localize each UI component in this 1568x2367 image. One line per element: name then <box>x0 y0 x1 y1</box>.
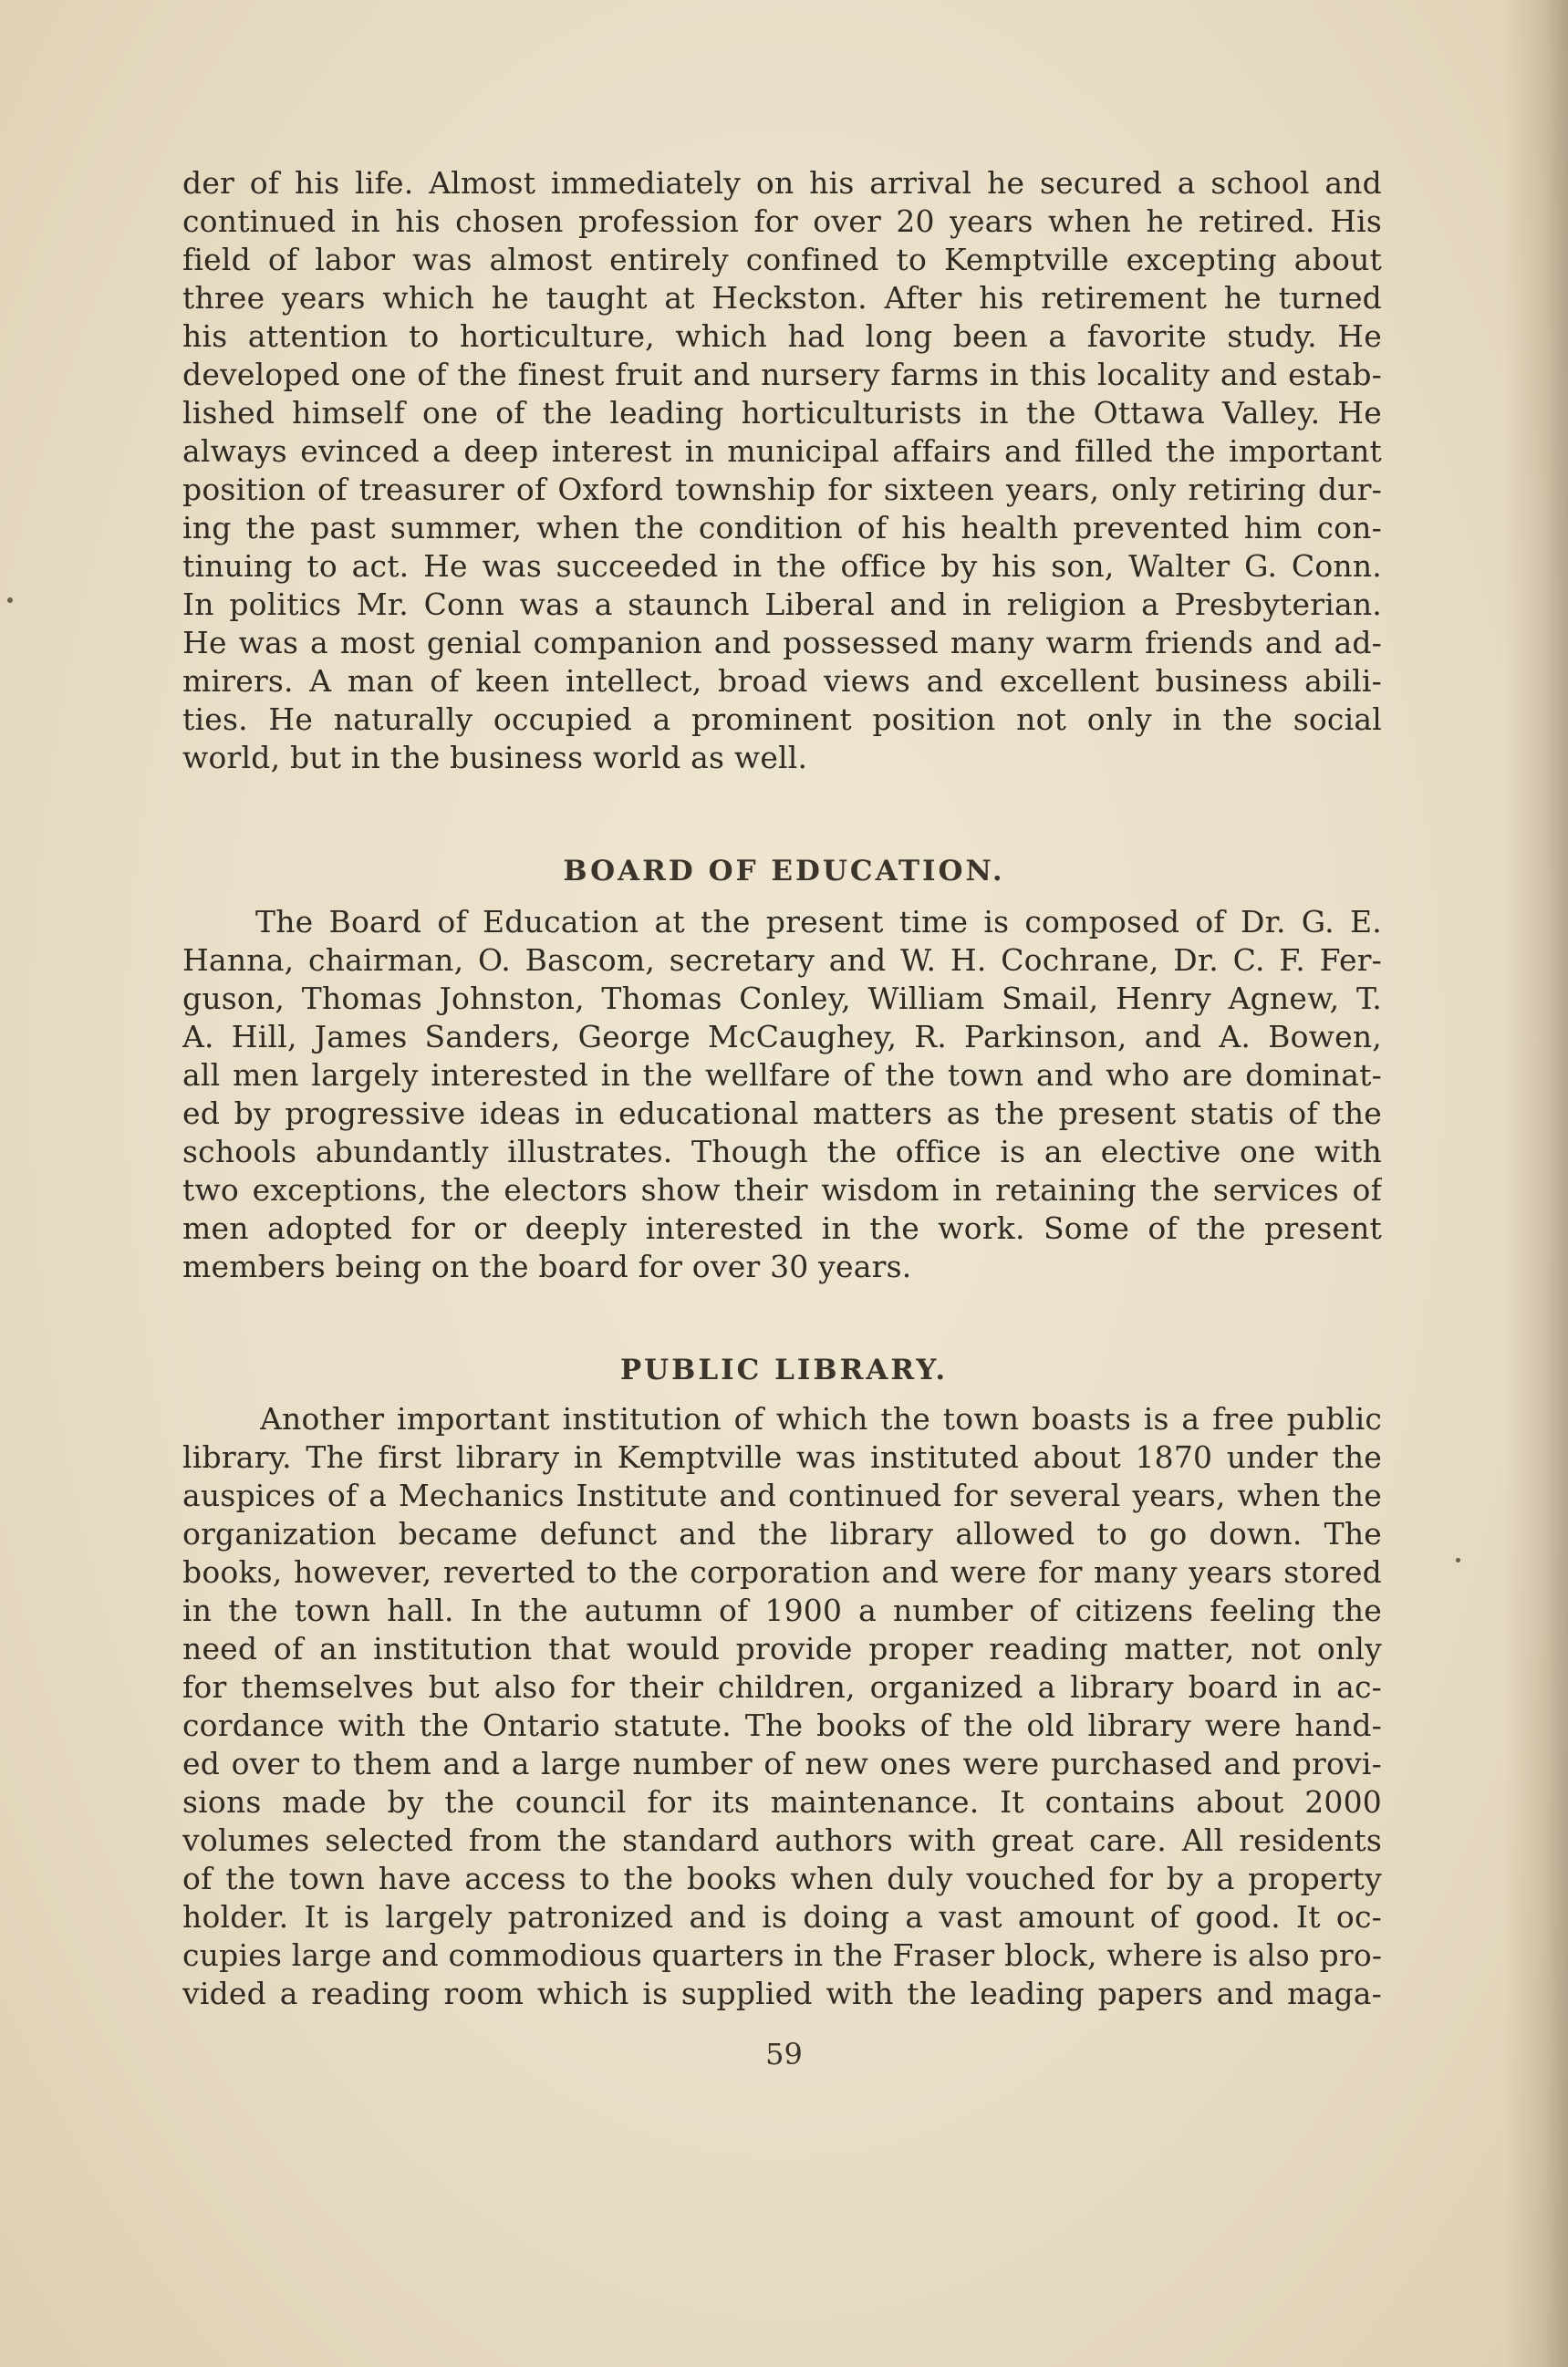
text-line: of the town have access to the books when duly vouched for by a property <box>182 1861 1382 1896</box>
text-line: auspices of a Mechanics Institute and continued for several years, when the <box>182 1478 1382 1513</box>
text-line: guson, Thomas Johnston, Thomas Conley, William Smail, Henry Agnew, T. <box>182 981 1382 1016</box>
text-line: position of treasurer of Oxford township for sixteen years, only retiring dur- <box>182 472 1382 507</box>
text-line: books, however, reverted to the corporation and were for many years stored <box>182 1554 1382 1590</box>
text-line: ed over to them and a large number of new ones were purchased and provi- <box>182 1746 1382 1781</box>
text-line: three years which he taught at Heckston. After his retirement he turned <box>182 280 1382 316</box>
text-line: always evinced a deep interest in municipal affairs and filled the important <box>182 433 1382 469</box>
text-line: men adopted for or deeply interested in the work. Some of the present <box>182 1210 1382 1246</box>
text-line: der of his life. Almost immediately on his arrival he secured a school and <box>182 165 1382 201</box>
ink-speck <box>7 597 13 603</box>
text-line: ed by progressive ideas in educational matters as the present statis of the <box>182 1095 1382 1131</box>
text-line: sions made by the council for its maintenance. It contains about 2000 <box>182 1784 1382 1820</box>
text-line: schools abundantly illustrates. Though the office is an elective one with <box>182 1134 1382 1169</box>
text-line: his attention to horticulture, which had long been a favorite study. He <box>182 318 1382 354</box>
text-line: Another important institution of which the town boasts is a free public <box>260 1401 1382 1437</box>
text-line: need of an institution that would provide proper reading matter, not only <box>182 1631 1382 1666</box>
text-line: world, but in the business world as well. <box>182 740 808 775</box>
heading-public-library: PUBLIC LIBRARY. <box>619 1354 949 1386</box>
text-line: cupies large and commodious quarters in the Fraser block, where is also pro- <box>182 1937 1382 1973</box>
ink-speck <box>1456 1558 1460 1562</box>
text-line: mirers. A man of keen intellect, broad views and excellent business abili- <box>182 663 1382 699</box>
text-line: Hanna, chairman, O. Bascom, secretary and W. H. Cochrane, Dr. C. F. Fer- <box>182 942 1382 978</box>
text-line: He was a most genial companion and possessed many warm friends and ad- <box>182 625 1382 660</box>
text-line: tinuing to act. He was succeeded in the office by his son, Walter G. Conn. <box>182 548 1382 584</box>
text-line: ties. He naturally occupied a prominent position not only in the social <box>182 701 1382 737</box>
page-number: 59 <box>765 2037 803 2071</box>
page-edge-shadow <box>1504 0 1568 2367</box>
text-line: field of labor was almost entirely confined to Kemptville excepting about <box>182 242 1382 277</box>
text-line: vided a reading room which is supplied with the leading papers and maga- <box>182 1976 1382 2011</box>
text-line: In politics Mr. Conn was a staunch Liberal and in religion a Presbyterian. <box>182 587 1382 622</box>
text-line: A. Hill, James Sanders, George McCaughey, R. Parkinson, and A. Bowen, <box>182 1019 1382 1054</box>
text-line: holder. It is largely patronized and is doing a vast amount of good. It oc- <box>182 1899 1382 1935</box>
text-line: in the town hall. In the autumn of 1900 a number of citizens feeling the <box>182 1593 1382 1628</box>
text-line: all men largely interested in the wellfare of the town and who are dominat- <box>182 1057 1382 1093</box>
text-line: cordance with the Ontario statute. The books of the old library were hand- <box>182 1708 1382 1743</box>
text-line: The Board of Education at the present time is composed of Dr. G. E. <box>255 904 1382 940</box>
text-line: continued in his chosen profession for over 20 years when he retired. His <box>182 203 1382 239</box>
heading-board-of-education: BOARD OF EDUCATION. <box>563 855 1005 888</box>
text-line: developed one of the finest fruit and nursery farms in this locality and estab- <box>182 357 1382 392</box>
text-line: for themselves but also for their children, organized a library board in ac- <box>182 1669 1382 1705</box>
text-line: lished himself one of the leading horticulturists in the Ottawa Valley. He <box>182 395 1382 431</box>
text-line: library. The first library in Kemptville was instituted about 1870 under the <box>182 1439 1382 1475</box>
text-line: volumes selected from the standard authors with great care. All residents <box>182 1822 1382 1858</box>
text-line: organization became defunct and the library allowed to go down. The <box>182 1516 1382 1552</box>
text-line: members being on the board for over 30 years. <box>182 1249 912 1284</box>
text-line: two exceptions, the electors show their wisdom in retaining the services of <box>182 1172 1382 1208</box>
text-line: ing the past summer, when the condition of his health prevented him con- <box>182 510 1382 545</box>
